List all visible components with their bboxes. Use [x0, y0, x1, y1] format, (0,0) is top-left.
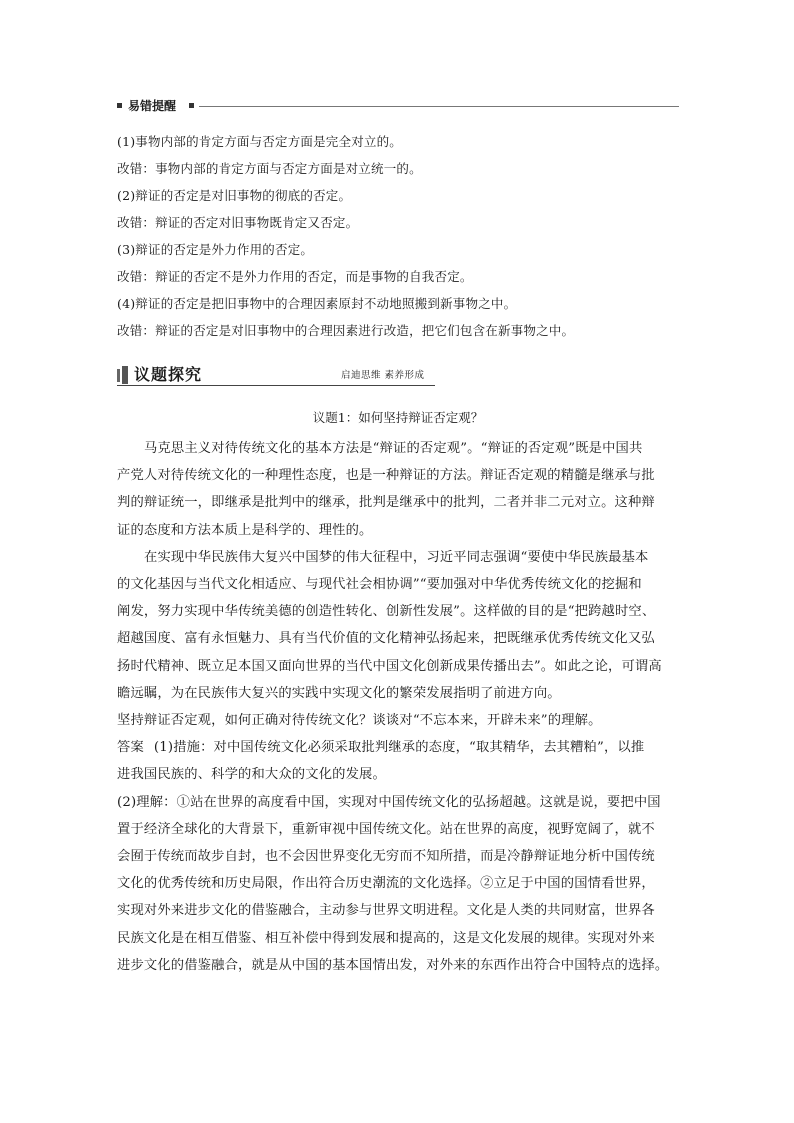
- topic-section-title: 议题探究: [134, 365, 203, 384]
- paragraph-line: 产党人对待传统文化的一种理性态度，也是一种辩证的方法。辩证否定观的精髓是继承与批: [117, 468, 655, 484]
- paragraph-line: 证的态度和方法本质上是科学的、理性的。: [117, 522, 373, 538]
- understanding-line: 置于经济全球化的大背景下，重新审视中国传统文化。站在世界的高度，视野宽阔了，就不: [117, 821, 655, 837]
- tip-line: (1)事物内部的肯定方面与否定方面是完全对立的。: [117, 134, 403, 149]
- tip-line: (4)辩证的否定是把旧事物中的合理因素原封不动地照搬到新事物之中。: [117, 296, 517, 311]
- correction-line: 改错：辩证的否定不是外力作用的否定，而是事物的自我否定。: [117, 269, 473, 284]
- question-line: 坚持辩证否定观，如何正确对待传统文化？谈谈对“不忘本来，开辟未来”的理解。: [117, 713, 602, 729]
- paragraph-line: 判的辩证统一，即继承是批判中的继承，批判是继承中的批判，二者并非二元对立。这种辩: [117, 495, 655, 511]
- topic-section-header: [117, 364, 435, 386]
- understanding-line: 会囿于传统而故步自封，也不会因世界变化无穷而不知所措，而是冷静辩证地分析中国传统: [117, 849, 655, 865]
- header-bar-icon: [117, 369, 120, 382]
- understanding-line: 实现对外来进步文化的借鉴融合，主动参与世界文明进程。文化是人类的共同财富，世界各: [117, 903, 655, 919]
- header-bar-icon: [122, 366, 128, 384]
- tip-section-title: 易错提醒: [128, 99, 177, 113]
- understanding-line: 进步文化的借鉴融合，就是从中国的基本国情出发，对外来的东西作出符合中国特点的选择。: [117, 957, 669, 973]
- paragraph-line: 瞻远瞩，为在民族伟大复兴的实践中实现文化的繁荣发展指明了前进方向。: [117, 685, 561, 701]
- correction-line: 改错：辩证的否定对旧事物既肯定又否定。: [117, 215, 359, 230]
- answer-label: 答案: [117, 740, 144, 756]
- correction-line: 改错：辩证的否定是对旧事物中的合理因素进行改造，把它们包含在新事物之中。: [117, 323, 575, 338]
- answer-line: 进我国民族的、科学的和大众的文化的发展。: [117, 767, 386, 783]
- paragraph-line: 阐发，努力实现中华传统美德的创造性转化、创新性发展”。这样做的目的是“把跨越时空、: [117, 604, 656, 620]
- paragraph-line: 扬时代精神、既立足本国又面向世界的当代中国文化创新成果传播出去”。如此之论，可谓高: [117, 658, 662, 674]
- paragraph-line: 马克思主义对待传统文化的基本方法是“辩证的否定观”。“辩证的否定观”既是中国共: [144, 441, 643, 456]
- paragraph-line: 在实现中华民族伟大复兴中国梦的伟大征程中，习近平同志强调“要使中华民族最基本: [144, 549, 649, 565]
- answer-line: [117, 734, 679, 761]
- tip-list: [117, 128, 679, 344]
- topic-section-subtitle: 启迪思维 素养形成: [341, 370, 425, 381]
- square-bullet-icon: [117, 103, 122, 108]
- header-underline: [117, 385, 435, 386]
- tip-section-header: [117, 98, 679, 114]
- understanding-line: 民族文化是在相互借鉴、相互补偿中得到发展和提高的，这是文化发展的规律。实现对外来: [117, 930, 655, 946]
- issue-title: 议题1：如何坚持辩证否定观？: [312, 410, 484, 425]
- issue-body: [117, 435, 679, 979]
- square-bullet-icon: [189, 103, 194, 108]
- tip-line: (3)辩证的否定是外力作用的否定。: [117, 242, 314, 257]
- header-divider: [199, 106, 679, 107]
- correction-line: 改错：事物内部的肯定方面与否定方面是对立统一的。: [117, 161, 422, 176]
- paragraph-line: 的文化基因与当代文化相适应、与现代社会相协调”“要加强对中华优秀传统文化的挖掘和: [117, 577, 642, 593]
- paragraph-line: 超越国度、富有永恒魅力、具有当代价值的文化精神弘扬起来，把既继承优秀传统文化又弘: [117, 631, 655, 647]
- understanding-line: (2)理解：①站在世界的高度看中国，实现对中国传统文化的弘扬超越。这就是说，要把中国: [117, 794, 661, 810]
- tip-line: (2)辩证的否定是对旧事物的彻底的否定。: [117, 188, 352, 203]
- understanding-line: 文化的优秀传统和历史局限，作出符合历史潮流的文化选择。②立足于中国的国情看世界，: [117, 876, 655, 892]
- answer-text: (1)措施：对中国传统文化必须采取批判继承的态度，“取其精华，去其糟粕”，以推: [153, 740, 645, 756]
